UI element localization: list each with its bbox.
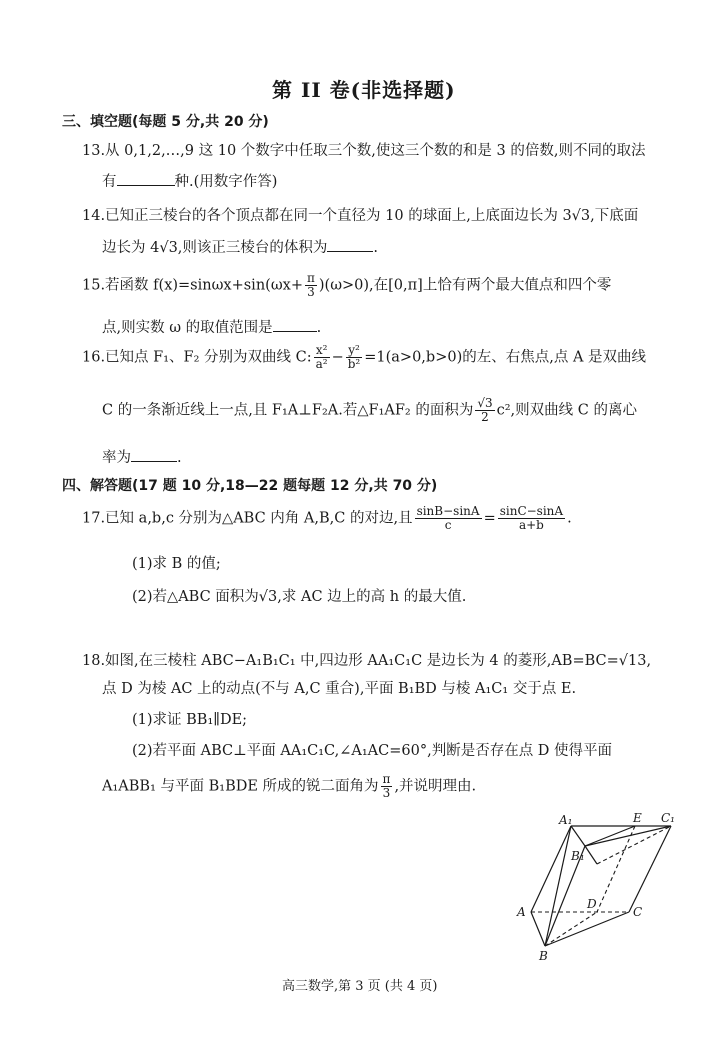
q17-equals: = [483, 510, 496, 527]
q16-line2-post: c²,则双曲线 C 的离心 [496, 402, 637, 419]
label-c: C [633, 905, 643, 919]
q18-p2b-post: ,并说明理由. [394, 778, 477, 795]
q15-line1 [82, 272, 611, 299]
q17-line1 [82, 505, 572, 532]
label-d: D [587, 897, 597, 911]
q16-f1-num: x² [314, 344, 330, 358]
q16-answer-blank [131, 447, 177, 462]
q18-fraction [381, 773, 393, 800]
q16-fraction-1 [314, 344, 330, 371]
edge-a-b [531, 912, 545, 946]
q17-end: . [567, 510, 572, 527]
q15-post: )(ω>0),在[0,π]上恰有两个最大值点和四个零 [318, 277, 612, 294]
q16-f3-den: 2 [481, 410, 489, 424]
q16-fraction-3 [475, 397, 494, 424]
q17-f1-den: c [444, 518, 452, 532]
prism-figure [505, 808, 700, 968]
q15-line2-end: . [316, 320, 322, 336]
edge-b1-mid [585, 846, 597, 864]
q16-line2-pre: C 的一条渐近线上一点,且 F₁A⊥F₂A.若△F₁AF₂ 的面积为 [102, 402, 474, 419]
q18-p2b-pre: A₁ABB₁ 与平面 B₁BDE 所成的锐二面角为 [102, 778, 379, 795]
q15-pre: 15.若函数 f(x)=sinωx+sin(ωx+ [82, 277, 303, 294]
q13-line2 [102, 170, 277, 191]
q18-part1: (1)求证 BB₁∥DE; [132, 712, 248, 728]
q14-line2-end: . [373, 240, 379, 256]
q16-pre: 16.已知点 F₁、F₂ 分别为双曲线 C: [82, 349, 312, 366]
label-a: A [517, 905, 526, 919]
q15-fraction [305, 272, 317, 299]
q13-line2-post: 种.(用数字作答) [174, 174, 278, 190]
q18-line1: 18.如图,在三棱柱 ABC−A₁B₁C₁ 中,四边形 AA₁C₁C 是边长为 4 的菱形,AB=BC=√13, [82, 653, 652, 669]
label-c1: C₁ [661, 811, 675, 825]
q18-frac-num: π [382, 772, 391, 786]
q16-f2-num: y² [346, 344, 363, 358]
edge-a-a1 [531, 826, 571, 912]
q15-answer-blank [273, 317, 317, 332]
label-e: E [633, 811, 642, 825]
q18-frac-den: 3 [382, 786, 391, 800]
edge-a1-b [545, 826, 571, 946]
q17-pre: 17.已知 a,b,c 分别为△ABC 内角 A,B,C 的对边,且 [82, 510, 413, 527]
q14-line2-text: 边长为 4√3,则该正三棱台的体积为 [102, 240, 328, 256]
edge-b-c [545, 912, 629, 946]
q18-part2-line2 [102, 773, 476, 800]
q18-line2: 点 D 为棱 AC 上的动点(不与 A,C 重合),平面 B₁BD 与棱 A₁C₁ 交于点 E. [102, 681, 577, 697]
edge-a1-b1 [571, 826, 585, 846]
q13-line1: 13.从 0,1,2,…,9 这 10 个数字中任取三个数,使这三个数的和是 3 的倍数,则不同的取法 [82, 143, 646, 159]
q18-part2: (2)若平面 ABC⊥平面 AA₁C₁C,∠A₁AC=60°,判断是否存在点 D 使得平面 [132, 743, 613, 759]
q16-f2-den: b² [347, 357, 361, 371]
label-b1: B₁ [571, 849, 585, 863]
q17-fraction-2 [498, 505, 565, 532]
edge-b-d-hidden [545, 912, 597, 946]
edge-diag-hidden [597, 826, 671, 864]
q17-part2: (2)若△ABC 面积为√3,求 AC 边上的高 h 的最大值. [132, 589, 467, 605]
q15-line2 [102, 316, 321, 337]
q14-line2 [102, 236, 378, 257]
q16-post: =1(a>0,b>0)的左、右焦点,点 A 是双曲线 [364, 349, 647, 366]
q16-f3-num: √3 [477, 396, 493, 410]
q16-line3-text: 率为 [102, 450, 131, 466]
page-footer: 高三数学,第 3 页 (共 4 页) [282, 979, 438, 994]
q16-line2 [102, 397, 637, 424]
q16-line3-end: . [177, 450, 182, 466]
q16-minus: − [331, 349, 344, 366]
edge-c-c1 [629, 826, 671, 912]
section-4-heading: 四、解答题(17 题 10 分,18—22 题每题 12 分,共 70 分) [62, 478, 438, 494]
label-b: B [539, 949, 548, 963]
q16-line1 [82, 344, 646, 371]
q16-fraction-2 [346, 344, 363, 371]
page-title: 第 II 卷(非选择题) [272, 78, 456, 102]
q17-f1-num: sinB−sinA [416, 504, 480, 518]
q17-f2-num: sinC−sinA [499, 504, 564, 518]
section-3-heading: 三、填空题(每题 5 分,共 20 分) [62, 114, 269, 130]
label-a1: A₁ [559, 813, 573, 827]
q16-f1-den: a² [315, 357, 328, 371]
q17-f2-den: a+b [518, 518, 544, 532]
q14-answer-blank [327, 237, 373, 252]
q13-line2-pre: 有 [102, 174, 117, 190]
q13-answer-blank [117, 171, 175, 186]
q15-frac-num: π [306, 271, 315, 285]
q15-line2-text: 点,则实数 ω 的取值范围是 [102, 320, 273, 336]
q15-frac-den: 3 [307, 285, 315, 299]
q16-line3 [102, 446, 182, 467]
q14-line1: 14.已知正三棱台的各个顶点都在同一个直径为 10 的球面上,上底面边长为 3√3,下底面 [82, 208, 639, 224]
q17-fraction-1 [415, 505, 482, 532]
q17-part1: (1)求 B 的值; [132, 556, 221, 572]
